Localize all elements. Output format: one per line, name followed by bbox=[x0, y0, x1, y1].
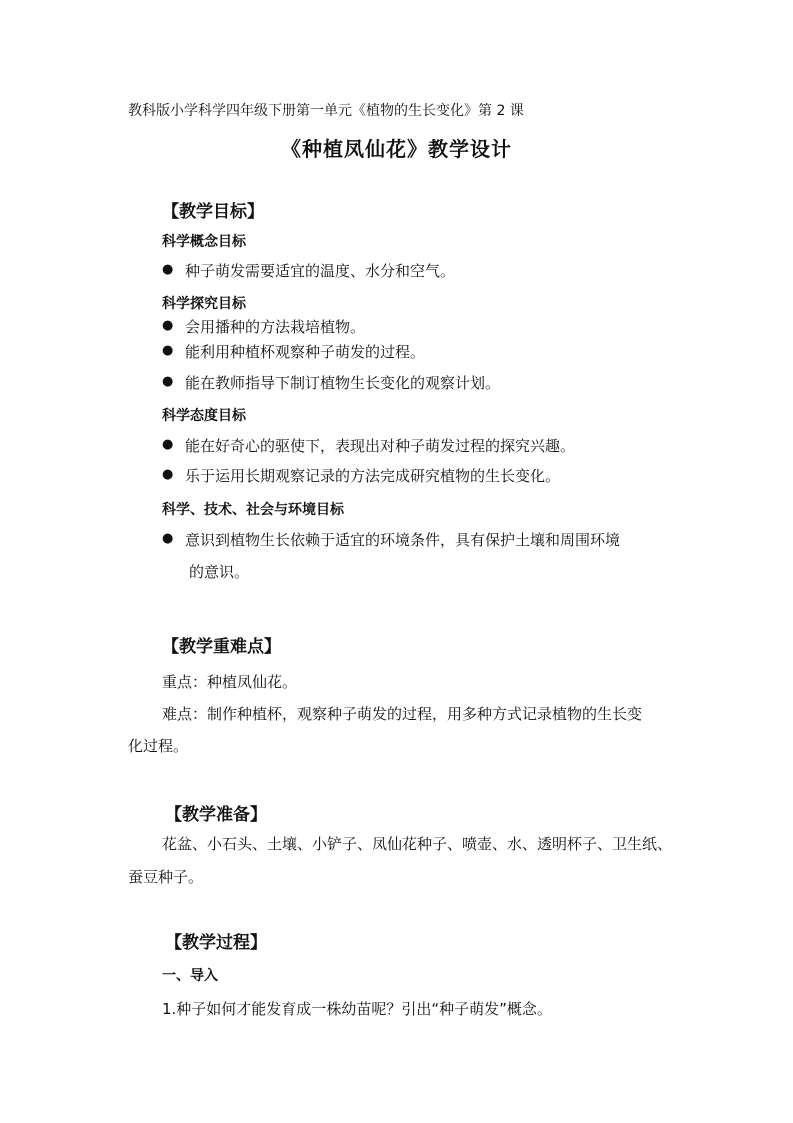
prep-heading: 【教学准备】 bbox=[165, 805, 267, 825]
difficult-point-continued: 化过程。 bbox=[128, 737, 189, 755]
bullet-icon: ● bbox=[162, 467, 174, 482]
key-point: 重点：种植凤仙花。 bbox=[162, 673, 298, 691]
process-step-item: 1.种子如何才能发育成一株幼苗呢？引出“种子萌发”概念。 bbox=[162, 1000, 552, 1018]
bullet-icon: ● bbox=[162, 437, 174, 452]
inquiry-goal-item: 能在教师指导下制订植物生长变化的观察计划。 bbox=[185, 374, 501, 392]
course-header: 教科版小学科学四年级下册第一单元《植物的生长变化》第 2 课 bbox=[128, 103, 524, 119]
attitude-goal-title: 科学态度目标 bbox=[162, 408, 246, 424]
difficult-point: 难点：制作种植杯，观察种子萌发的过程，用多种方式记录植物的生长变 bbox=[162, 705, 643, 723]
bullet-icon: ● bbox=[162, 343, 174, 358]
sts-goal-title: 科学、技术、社会与环境目标 bbox=[162, 502, 344, 518]
inquiry-goal-title: 科学探究目标 bbox=[162, 296, 246, 312]
prep-materials: 花盆、小石头、土壤、小铲子、凤仙花种子、喷壶、水、透明杯子、卫生纸、 bbox=[162, 835, 673, 853]
document-title: 《种植凤仙花》教学设计 bbox=[281, 137, 512, 161]
goals-heading: 【教学目标】 bbox=[162, 202, 264, 222]
prep-materials-continued: 蚕豆种子。 bbox=[128, 868, 204, 886]
process-heading: 【教学过程】 bbox=[165, 933, 267, 953]
process-step-title: 一、导入 bbox=[162, 968, 218, 984]
concept-goal-item: 种子萌发需要适宜的温度、水分和空气。 bbox=[185, 262, 456, 280]
bullet-icon: ● bbox=[162, 262, 174, 277]
inquiry-goal-item: 会用播种的方法栽培植物。 bbox=[185, 318, 366, 336]
bullet-icon: ● bbox=[162, 318, 174, 333]
attitude-goal-item: 能在好奇心的驱使下，表现出对种子萌发过程的探究兴趣。 bbox=[185, 437, 576, 455]
sts-goal-item: 意识到植物生长依赖于适宜的环境条件，具有保护土壤和周围环境 bbox=[185, 531, 621, 549]
keypoints-heading: 【教学重难点】 bbox=[162, 637, 281, 657]
inquiry-goal-item: 能利用种植杯观察种子萌发的过程。 bbox=[185, 343, 426, 361]
attitude-goal-item: 乐于运用长期观察记录的方法完成研究植物的生长变化。 bbox=[185, 467, 561, 485]
concept-goal-title: 科学概念目标 bbox=[162, 234, 246, 250]
sts-goal-item-continued: 的意识。 bbox=[189, 563, 250, 581]
bullet-icon: ● bbox=[162, 531, 174, 546]
bullet-icon: ● bbox=[162, 374, 174, 389]
